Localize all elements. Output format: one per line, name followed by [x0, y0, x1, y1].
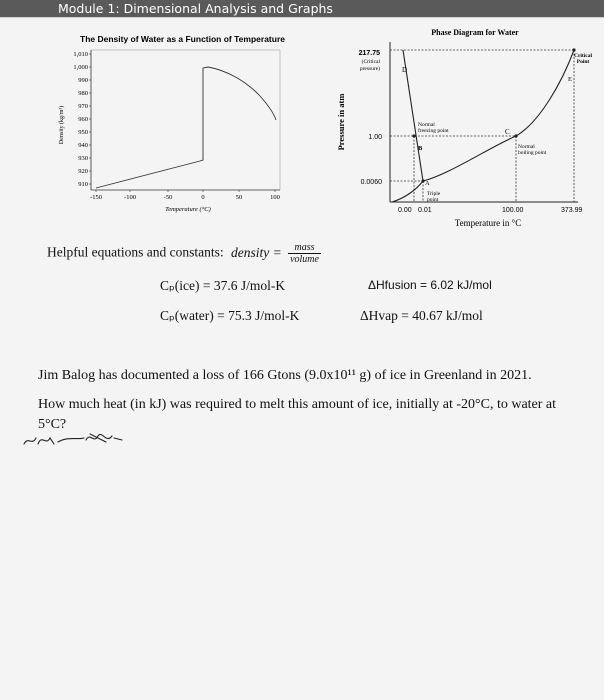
sublimation-curve [392, 181, 423, 202]
freezing-point-label: freezing point [418, 128, 449, 134]
x-tick-critical: 373.99 [561, 207, 583, 214]
x-tick-triple: 0.01 [418, 207, 432, 214]
density-x-tick: -150 [90, 194, 102, 201]
boiling-point-label: boiling point [518, 150, 547, 156]
density-y-tick: 940 [78, 142, 88, 149]
density-y-tick: 980 [78, 90, 88, 97]
phase-diagram-title: Phase Diagram for Water [431, 28, 519, 37]
module-header [0, 0, 604, 18]
point-b-label: B [418, 145, 423, 152]
density-x-tick: 50 [235, 194, 243, 201]
triple-point-label: point [427, 197, 439, 203]
point-c-label: C [505, 128, 510, 136]
critical-point-marker [572, 48, 575, 51]
density-x-tick: -50 [163, 194, 173, 201]
density-chart [50, 30, 290, 230]
freezing-point-marker [412, 134, 415, 137]
density-x-tick: 0 [201, 194, 205, 201]
density-y-tick: 990 [78, 77, 88, 84]
density-y-tick: 1,010 [73, 51, 88, 58]
vaporization-curve [423, 50, 574, 181]
density-curve [96, 67, 276, 188]
problem-line-1: Jim Balog has documented a loss of 166 Gtons (9.0x10¹¹ g) of ice in Greenland in 2021. [38, 368, 532, 383]
module-title: Module 1: Dimensional Analysis and Graphs [58, 1, 333, 16]
x-tick-boil: 100.00 [502, 207, 524, 214]
density-x-label: Temperature (°C) [165, 206, 211, 213]
point-e-label: E [568, 76, 572, 83]
boiling-point-marker [514, 134, 517, 137]
problem-line-3: 5°C? [38, 417, 67, 432]
density-chart-title: The Density of Water as a Function of Temperature [80, 34, 285, 44]
density-lhs: density = [230, 244, 282, 260]
density-y-tick: 1,000 [73, 64, 88, 71]
point-a-label: A [425, 180, 430, 187]
critical-pressure-label: pressure) [359, 66, 380, 72]
phase-y-label: Pressure in atm [336, 93, 346, 151]
cp-ice-equation: Cₚ(ice) = 37.6 J/mol-K [160, 278, 286, 293]
helpful-label: Helpful equations and constants: [47, 244, 224, 260]
phase-x-label: Temperature in °C [454, 218, 522, 228]
one-atm-tick: 1.00 [368, 134, 382, 141]
dh-fusion-equation: ΔHfusion = 6.02 kJ/mol [368, 278, 492, 292]
density-y-tick: 930 [78, 155, 88, 162]
critical-point-label: Point [576, 59, 590, 65]
boiling-point-label: Normal [518, 144, 535, 150]
triple-pressure-tick: 0.0060 [360, 179, 382, 186]
dh-vap-equation: ΔHvap = 40.67 kJ/mol [360, 308, 483, 323]
freezing-point-label: Normal [418, 122, 435, 128]
density-y-tick: 960 [78, 116, 88, 123]
density-y-tick: 950 [78, 129, 88, 136]
x-tick-zero: 0.00 [398, 207, 412, 214]
helpful-equations-line [47, 242, 321, 265]
density-y-label: Density (kg/m³) [59, 105, 65, 145]
density-y-tick: 970 [78, 103, 88, 110]
critical-point-label: Critical [573, 53, 593, 59]
problem-line-2: How much heat (in kJ) was required to melt this amount of ice, initially at -20°C, to water at [38, 397, 557, 412]
density-fraction [288, 242, 321, 265]
triple-point-label: Triple [427, 191, 441, 197]
density-denominator: volume [290, 254, 319, 265]
critical-pressure-value: 217.75 [358, 50, 380, 57]
density-y-tick: 920 [78, 168, 88, 175]
density-numerator: mass [288, 242, 321, 254]
point-d-label: D [402, 66, 408, 74]
cp-water-equation: Cₚ(water) = 75.3 J/mol-K [160, 308, 300, 323]
critical-pressure-label: (Critical [361, 59, 380, 65]
phase-diagram [330, 22, 604, 254]
worksheet-page [0, 18, 604, 700]
handwritten-scribble [20, 422, 140, 452]
density-x-tick: -100 [124, 194, 136, 201]
density-x-tick: 100 [270, 194, 280, 201]
density-y-tick: 910 [78, 181, 88, 188]
